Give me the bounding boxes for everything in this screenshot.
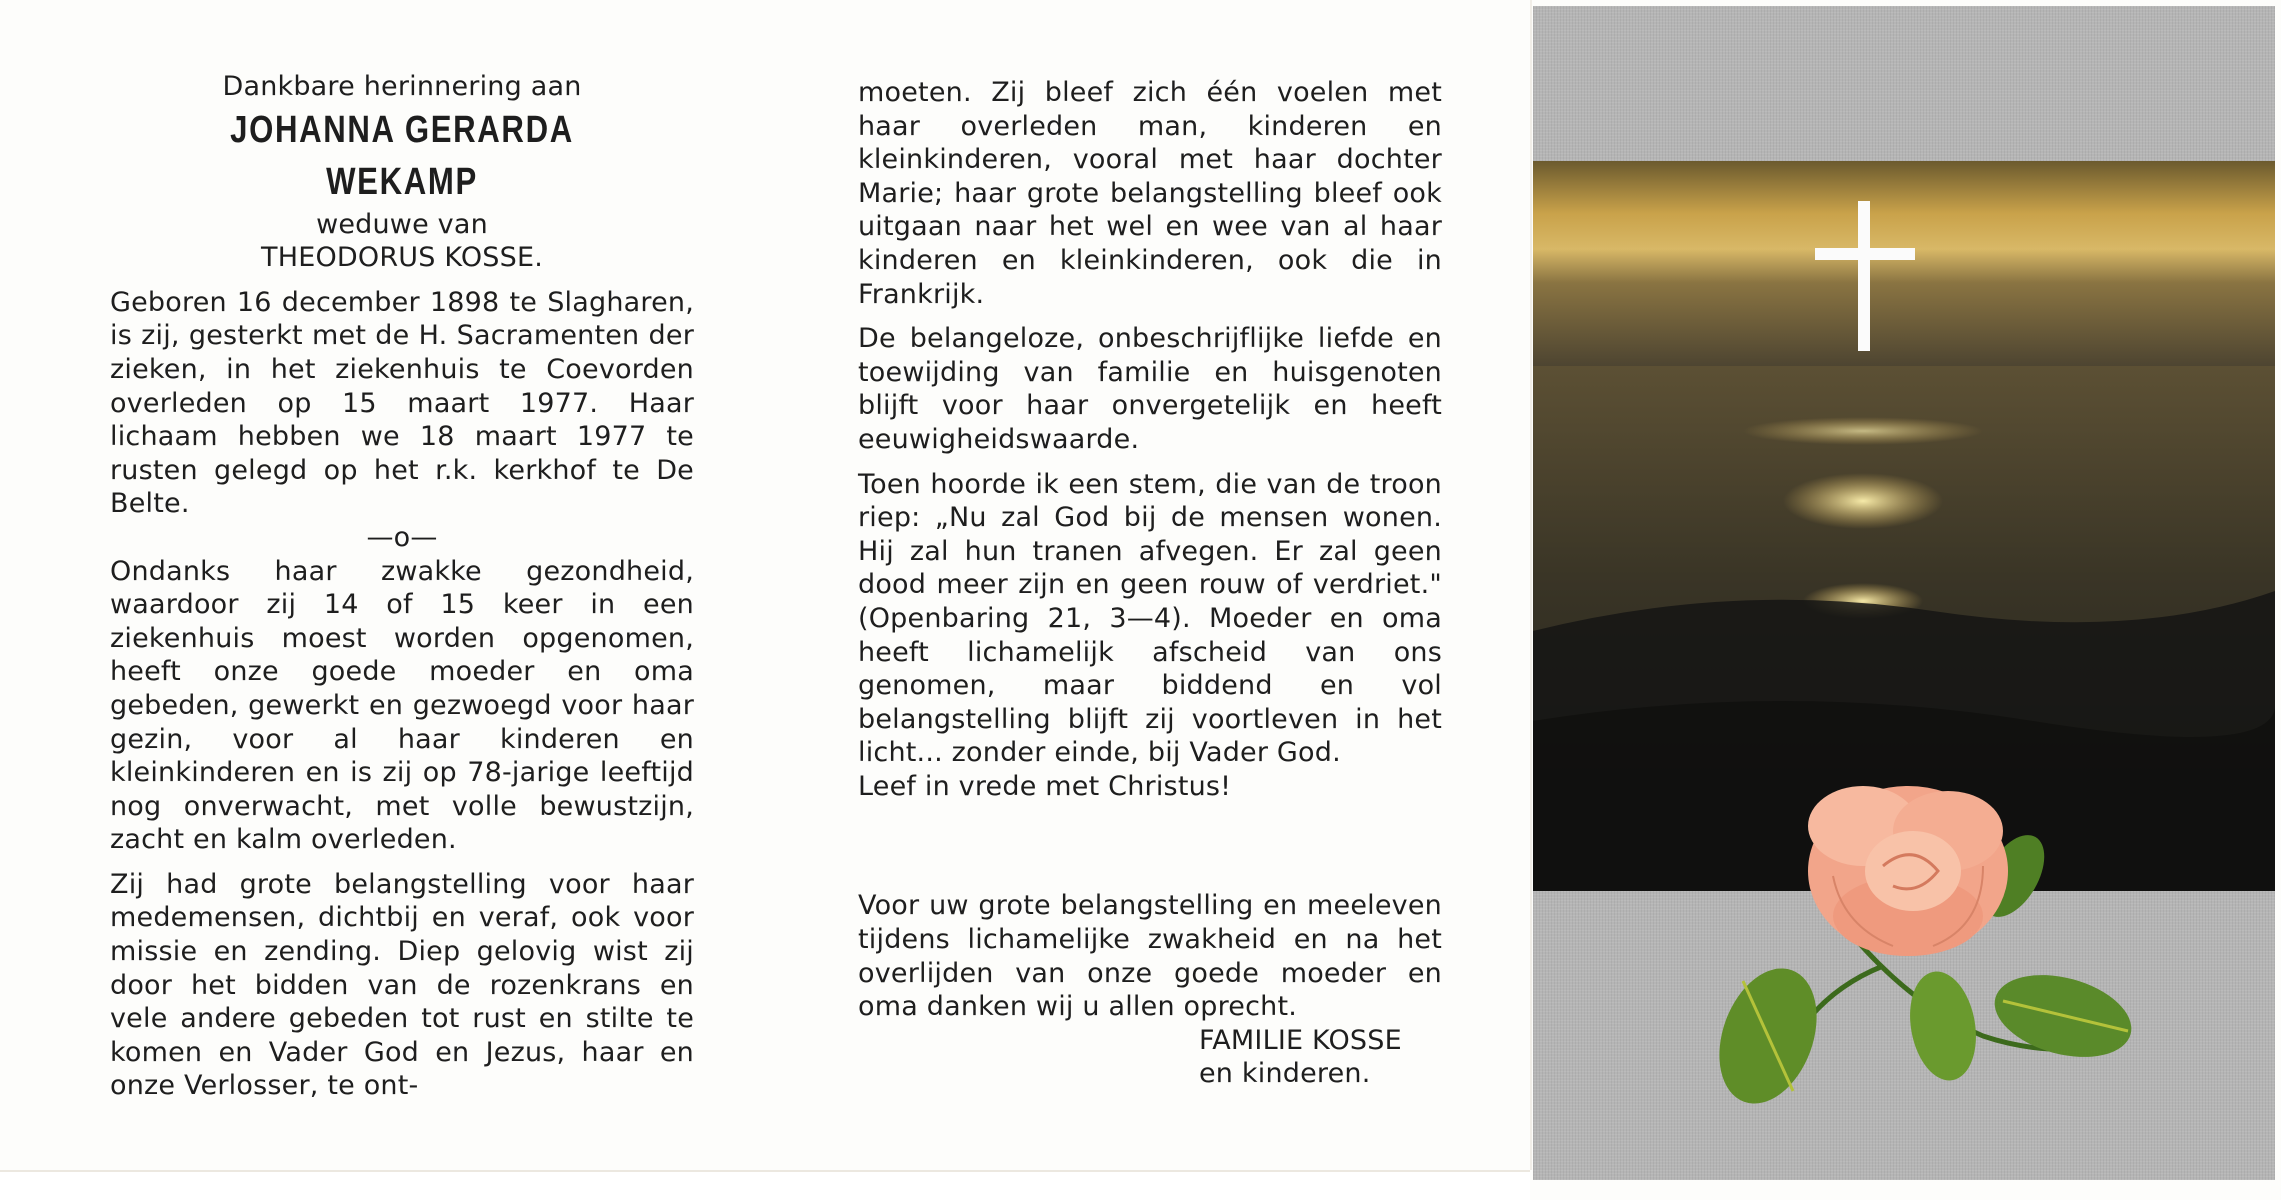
rose-icon xyxy=(1683,786,2163,1126)
sunset-photo xyxy=(1533,161,2275,891)
signature-children: en kinderen. xyxy=(1199,1058,1371,1090)
signature xyxy=(858,1024,1442,1091)
separator: —o— xyxy=(366,521,438,553)
card-bottom-edge xyxy=(0,1170,1530,1202)
deceased-name: JOHANNA GERARDA WEKAMP xyxy=(230,108,574,203)
scripture-paragraph: Toen hoorde ik een stem, die van de troon riep: „Nu zal God bij de mensen wonen. Hij zal hun tranen afvegen. Er zal geen dood meer zijn en geen rouw of verdriet." (Openbaring 21, 3—4). Moeder en oma heeft lichamelijk afscheid van ons genomen, maar biddend en vol belangstelling blijft zij voortleven in het licht... zonder einde, bij Vader God. xyxy=(858,468,1442,769)
left-column xyxy=(110,70,694,1103)
widow-of-line: weduwe van xyxy=(316,208,488,240)
picture-panel xyxy=(1533,6,2275,1180)
middle-column xyxy=(858,76,1442,1091)
signature-family: FAMILIE KOSSE xyxy=(1199,1024,1402,1056)
rose-bloom xyxy=(1808,786,2008,956)
thanks-paragraph: Voor uw grote belangstelling en meeleven tijdens lichamelijke zwakheid en na het overlijden van onze goede moeder en oma danken wij u allen oprecht. xyxy=(858,890,1442,1023)
birth-death-paragraph: Geboren 16 december 1898 te Slagharen, is zij, gesterkt met de H. Sacramenten der zieken, in het ziekenhuis te Coevorden overleden op 15 maart 1977. Haar lichaam hebben we 18 maart 1977 te rusten gelegd op het r.k. kerkhof te De Belte. xyxy=(110,286,694,520)
peace-line: Leef in vrede met Christus! xyxy=(858,770,1232,802)
intro-line: Dankbare herinnering aan xyxy=(222,71,582,102)
love-paragraph: De belangeloze, onbeschrijflijke liefde en toewijding van familie en huisgenoten blijft voor haar onvergetelijk en heeft eeuwigheidswaarde. xyxy=(858,323,1442,455)
faith-paragraph: Zij had grote belangstelling voor haar medemensen, dichtbij en veraf, ook voor missie en zending. Diep gelovig wist zij door het bidden van de rozenkrans en vele andere gebeden tot rust en stilte te komen en Vader God en Jezus, haar en onze Verlosser, te ont- xyxy=(110,868,694,1102)
health-paragraph: Ondanks haar zwakke gezondheid, waardoor zij 14 of 15 keer in een ziekenhuis moest worden opgenomen, heeft onze goede moeder en oma gebeden, gewerkt en gezwoegd voor haar gezin, voor al haar kinderen en kleinkinderen en is zij op 78-jarige leeftijd nog onverwacht, met volle bewustzijn, zacht en kalm overleden. xyxy=(110,555,694,856)
family-paragraph: moeten. Zij bleef zich één voelen met haar overleden man, kinderen en kleinkinderen, vooral met haar dochter Marie; haar grote belangstelling bleef ook uitgaan naar het wel en wee van al haar kinderen en kleinkinderen, ook die in Frankrijk. xyxy=(858,77,1442,310)
husband-name: THEODORUS KOSSE. xyxy=(261,242,543,274)
card-fold xyxy=(1530,0,1532,1170)
